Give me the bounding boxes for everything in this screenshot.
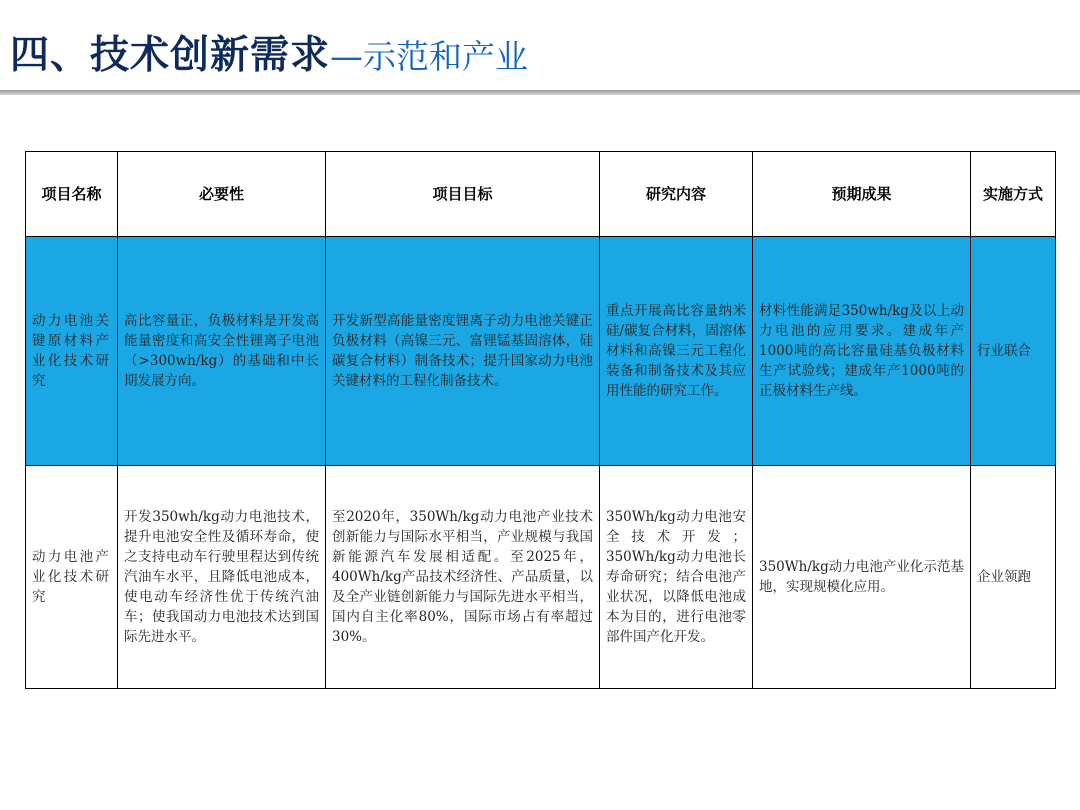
cell-project-name: 动力电池产业化技术研究 (26, 465, 118, 688)
table-row (26, 465, 1056, 688)
table-row (26, 236, 1056, 465)
title-main: 四、技术创新需求 (10, 33, 331, 78)
cell-expected-outcome: 材料性能满足350wh/kg及以上动力电池的应用要求。建成年产1000吨的高比容量硅基负极材料生产试验线；建成年产1000吨的正极材料生产线。 (753, 236, 971, 465)
cell-implementation: 企业领跑 (971, 465, 1056, 688)
table-header-row (26, 152, 1056, 237)
title-sub: —示范和产业 (330, 37, 529, 76)
cell-implementation: 行业联合 (971, 236, 1056, 465)
cell-expected-outcome: 350Wh/kg动力电池产业化示范基地，实现规模化应用。 (753, 465, 971, 688)
cell-goal: 至2020年，350Wh/kg动力电池产业技术创新能力与国际水平相当，产业规模与我国新能源汽车发展相适配。至2025年，400Wh/kg产品技术经济性、产品质量，以及全产业链创新能力与国际先进水平相当，国内自主化率80%，国际市场占有率超过30%。 (326, 465, 600, 688)
cell-research-content: 350Wh/kg动力电池安全技术开发；350Wh/kg动力电池长寿命研究；结合电池产业状况，以降低电池成本为目的，进行电池零部件国产化开发。 (600, 465, 753, 688)
title-divider (0, 90, 1080, 95)
header-research-content: 研究内容 (600, 152, 753, 237)
header-implementation: 实施方式 (971, 152, 1056, 237)
cell-project-name: 动力电池关键原材料产业化技术研究 (26, 236, 118, 465)
requirements-table (25, 151, 1056, 689)
header-expected-outcome: 预期成果 (753, 152, 971, 237)
cell-necessity: 高比容量正，负极材料是开发高能量密度和高安全性锂离子电池（>300wh/kg）的基础和中长期发展方向。 (118, 236, 326, 465)
header-necessity: 必要性 (118, 152, 326, 237)
slide-title (10, 24, 528, 84)
cell-necessity: 开发350wh/kg动力电池技术，提升电池安全性及循环寿命，使之支持电动车行驶里程达到传统汽油车水平，且降低电池成本，使电动车经济性优于传统汽油车；使我国动力电池技术达到国际先进水平。 (118, 465, 326, 688)
cell-goal: 开发新型高能量密度锂离子动力电池关键正负极材料（高镍三元、富锂锰基固溶体，硅碳复合材料）制备技术；提升国家动力电池关键材料的工程化制备技术。 (326, 236, 600, 465)
header-goal: 项目目标 (326, 152, 600, 237)
cell-research-content: 重点开展高比容量纳米硅/碳复合材料，固溶体材料和高镍三元工程化装备和制备技术及其应用性能的研究工作。 (600, 236, 753, 465)
header-project-name: 项目名称 (26, 152, 118, 237)
